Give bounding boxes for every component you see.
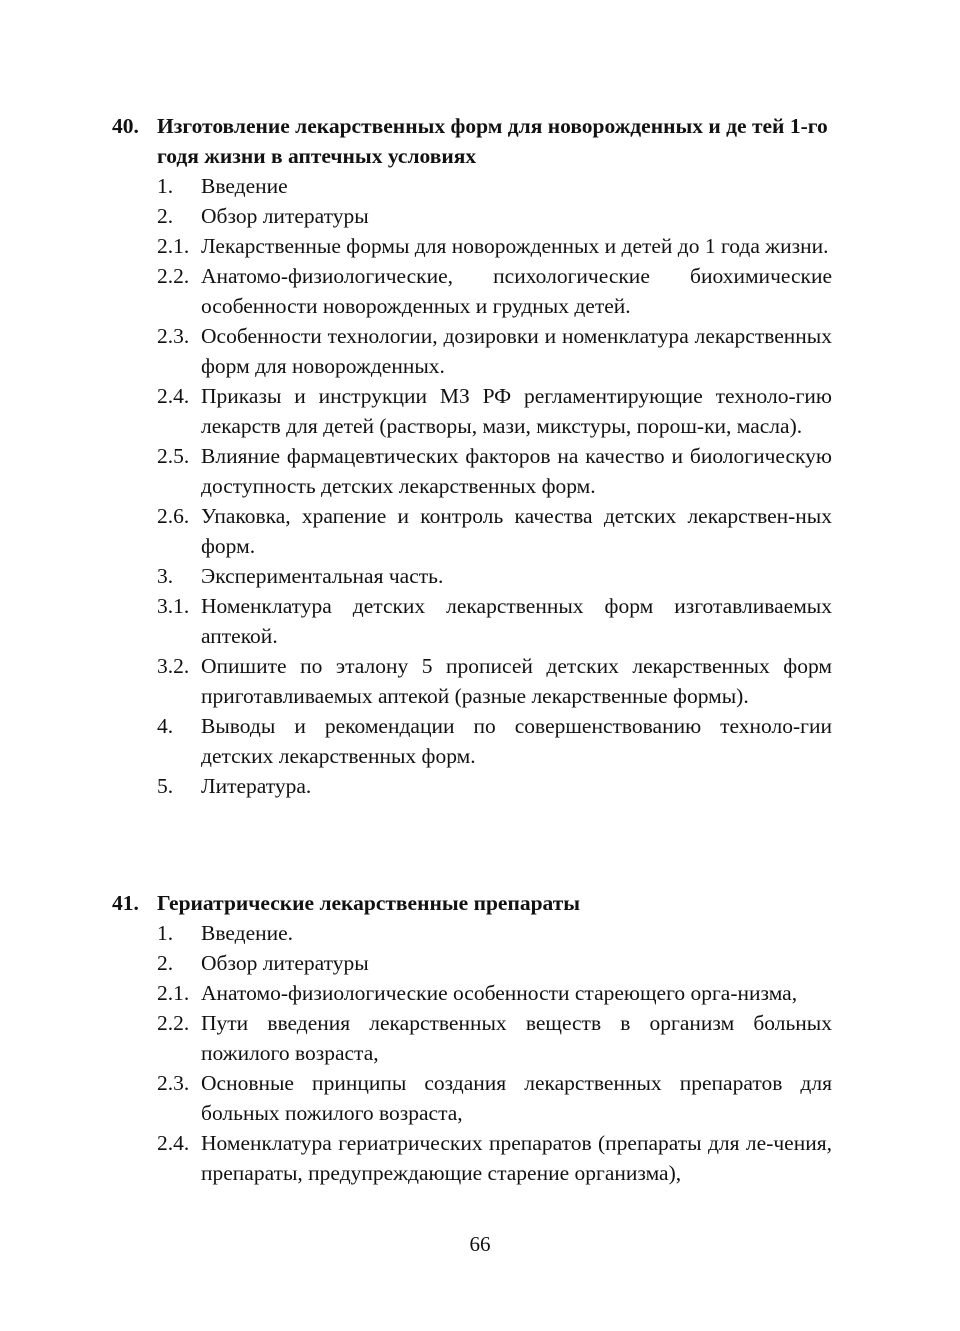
item-number: 2. <box>157 204 174 228</box>
item-number: 2.1. <box>157 234 190 258</box>
item-number: 2.3. <box>157 324 190 348</box>
item-number: 3.2. <box>157 654 190 678</box>
item-text: Влияние фармацевтических факторов на качество и биологическую доступность детских лекарственных форм. <box>201 444 832 498</box>
item-text: Упаковка, храпение и контроль качества детских лекарствен-ных форм. <box>201 504 832 558</box>
list-item <box>112 321 832 381</box>
item-text: Особенности технологии, дозировки и номенклатура лекарственных форм для новорожденных. <box>201 324 832 378</box>
list-item <box>112 771 832 801</box>
section-heading <box>112 111 832 171</box>
item-number: 1. <box>157 174 174 198</box>
section-title: Гериатрические лекарственные препараты <box>157 891 581 915</box>
list-item <box>112 381 832 441</box>
list-item <box>112 231 832 261</box>
list-item <box>112 441 832 501</box>
item-text: Выводы и рекомендации по совершенствованию техноло-гии детских лекарственных форм. <box>201 714 832 768</box>
item-text: Номенклатура гериатрических препаратов (препараты для ле-чения, препараты, предупреждающие старение организма), <box>201 1131 832 1185</box>
list-item <box>112 201 832 231</box>
item-number: 2.4. <box>157 1131 190 1155</box>
page-number: 66 <box>469 1232 491 1256</box>
item-text: Лекарственные формы для новорожденных и детей до 1 года жизни. <box>201 234 829 258</box>
item-text: Пути введения лекарственных веществ в организм больных пожилого возраста, <box>201 1011 832 1065</box>
item-number: 2.4. <box>157 384 190 408</box>
item-number: 2. <box>157 951 174 975</box>
section-title: Изготовление лекарственных форм для новорожденных и де тей 1-го годя жизни в аптечных условиях <box>157 114 828 168</box>
list-item <box>112 591 832 651</box>
item-text: Приказы и инструкции МЗ РФ регламентирующие техноло-гию лекарств для детей (растворы, мази, микстуры, порош-ки, масла). <box>201 384 832 438</box>
list-item <box>112 711 832 771</box>
section-number: 41. <box>112 891 139 915</box>
list-item <box>112 1068 832 1128</box>
item-number: 3.1. <box>157 594 190 618</box>
item-number: 2.2. <box>157 1011 190 1035</box>
item-text: Основные принципы создания лекарственных препаратов для больных пожилого возраста, <box>201 1071 832 1125</box>
item-text: Опишите по эталону 5 прописей детских лекарственных форм приготавливаемых аптекой (разные лекарственные формы). <box>201 654 832 708</box>
list-item <box>112 978 832 1008</box>
list-item <box>112 948 832 978</box>
item-text: Введение <box>201 174 288 198</box>
section-items <box>112 918 832 1188</box>
list-item <box>112 918 832 948</box>
list-item <box>112 171 832 201</box>
list-item <box>112 261 832 321</box>
item-number: 3. <box>157 564 174 588</box>
item-number: 4. <box>157 714 174 738</box>
item-text: Номенклатура детских лекарственных форм изготавливаемых аптекой. <box>201 594 832 648</box>
item-number: 5. <box>157 774 174 798</box>
section-heading <box>112 888 832 918</box>
list-item <box>112 651 832 711</box>
item-number: 1. <box>157 921 174 945</box>
item-number: 2.3. <box>157 1071 190 1095</box>
list-item <box>112 561 832 591</box>
item-text: Обзор литературы <box>201 951 369 975</box>
item-text: Анатомо-физиологические особенности стареющего орга-низма, <box>201 981 798 1005</box>
item-number: 2.2. <box>157 264 190 288</box>
section-number: 40. <box>112 114 139 138</box>
list-item <box>112 501 832 561</box>
item-text: Экспериментальная часть. <box>201 564 444 588</box>
section-40 <box>112 111 832 801</box>
section-41 <box>112 888 832 1188</box>
item-text: Литература. <box>201 774 312 798</box>
list-item <box>112 1128 832 1188</box>
item-number: 2.5. <box>157 444 190 468</box>
item-number: 2.1. <box>157 981 190 1005</box>
item-text: Анатомо-физиологические, психологические биохимические особенности новорожденных и грудных детей. <box>201 264 832 318</box>
section-items <box>112 171 832 801</box>
item-number: 2.6. <box>157 504 190 528</box>
item-text: Обзор литературы <box>201 204 369 228</box>
list-item <box>112 1008 832 1068</box>
item-text: Введение. <box>201 921 294 945</box>
